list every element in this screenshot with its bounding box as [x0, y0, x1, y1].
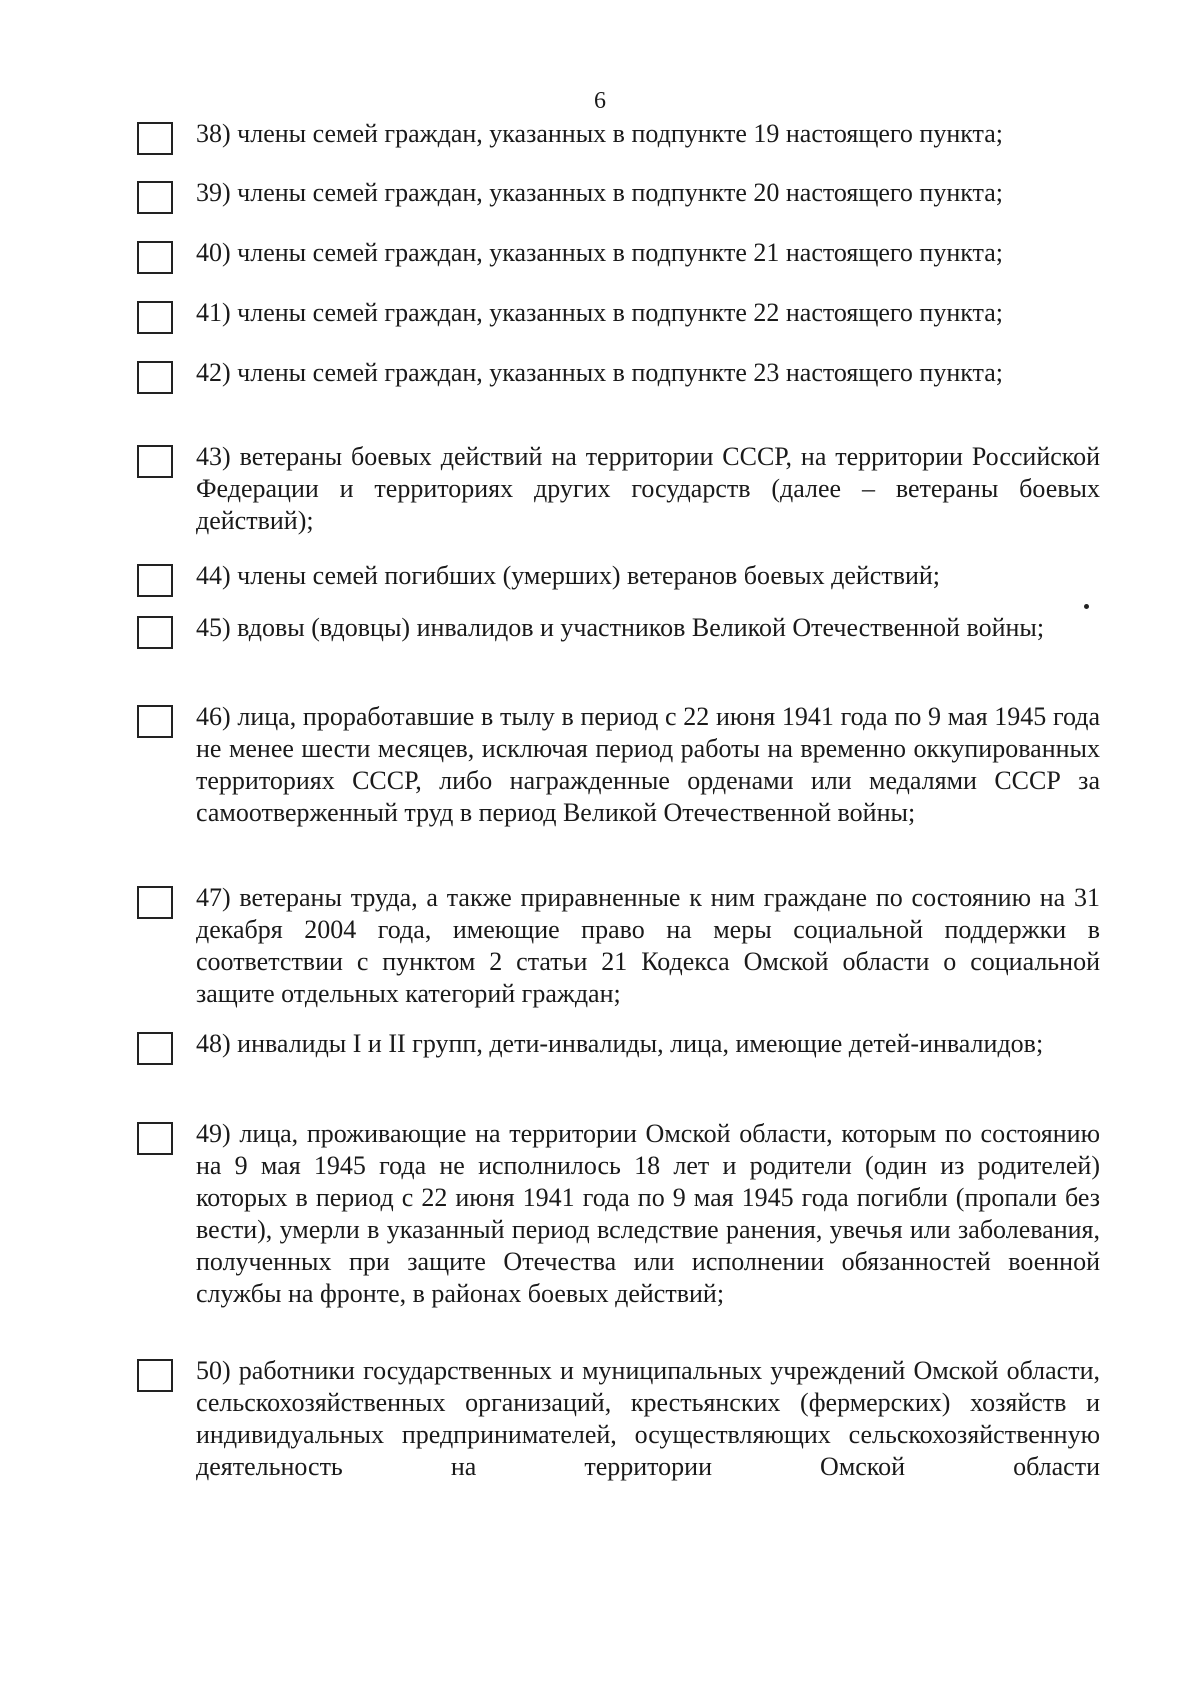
item-text-38: 38) члены семей граждан, указанных в подпункте 19 настоящего пункта; — [196, 119, 1003, 148]
checkbox-46[interactable] — [137, 705, 173, 738]
checkbox-48[interactable] — [137, 1032, 173, 1065]
checkbox-50[interactable] — [137, 1359, 173, 1392]
item-text-44: 44) члены семей погибших (умерших) ветеранов боевых действий; — [196, 561, 941, 590]
item-text-39: 39) члены семей граждан, указанных в подпункте 20 настоящего пункта; — [196, 178, 1003, 207]
item-text-48: 48) инвалиды I и II групп, дети-инвалиды, лица, имеющие детей-инвалидов; — [196, 1029, 1044, 1058]
item-text-40: 40) члены семей граждан, указанных в подпункте 21 настоящего пункта; — [196, 238, 1003, 267]
checkbox-40[interactable] — [137, 241, 173, 274]
checkbox-42[interactable] — [137, 361, 173, 394]
checkbox-38[interactable] — [137, 122, 173, 155]
item-text-47: 47) ветераны труда, а также приравненные к ним граждане по состоянию на 31 декабря 2004 года, имеющие право на меры социальной поддержки в соответствии с пунктом 2 статьи 21 Кодекса Омской области о социальной защите отдельных категорий граждан; — [196, 883, 1100, 1008]
item-text-43: 43) ветераны боевых действий на территории СССР, на территории Российской Федерации и территориях других государств (далее – ветераны боевых действий); — [196, 442, 1100, 535]
item-text-45: 45) вдовы (вдовцы) инвалидов и участников Великой Отечественной войны; — [196, 613, 1045, 642]
checkbox-47[interactable] — [137, 886, 173, 919]
item-text-41: 41) члены семей граждан, указанных в подпункте 22 настоящего пункта; — [196, 298, 1003, 327]
scan-speck — [1084, 604, 1089, 609]
checkbox-49[interactable] — [137, 1122, 173, 1155]
checkbox-44[interactable] — [137, 564, 173, 597]
checkbox-41[interactable] — [137, 301, 173, 334]
checkbox-45[interactable] — [137, 616, 173, 649]
item-text-50: 50) работники государственных и муниципальных учреждений Омской области, сельскохозяйственных организаций, крестьянских (фермерских) хозяйств и индивидуальных предпринимателей, осуществляющих сельскохозяйственную деятельность на территории Омской области — [196, 1356, 1100, 1481]
item-text-46: 46) лица, проработавшие в тылу в период с 22 июня 1941 года по 9 мая 1945 года не менее шести месяцев, исключая период работы на временно оккупированных территориях СССР, либо награжденные орденами или медалями СССР за самоотверженный труд в период Великой Отечественной войны; — [196, 702, 1100, 827]
page-number: 6 — [594, 88, 606, 114]
checkbox-39[interactable] — [137, 181, 173, 214]
checkbox-43[interactable] — [137, 445, 173, 478]
item-text-49: 49) лица, проживающие на территории Омской области, которым по состоянию на 9 мая 1945 года не исполнилось 18 лет и родители (один из родителей) которых в период с 22 июня 1941 года по 9 мая 1945 года погибли (пропали без вести), умерли в указанный период вследствие ранения, увечья или заболевания, полученных при защите Отечества или исполнении обязанностей военной службы на фронте, в районах боевых действий; — [196, 1119, 1100, 1308]
item-text-42: 42) члены семей граждан, указанных в подпункте 23 настоящего пункта; — [196, 358, 1003, 387]
